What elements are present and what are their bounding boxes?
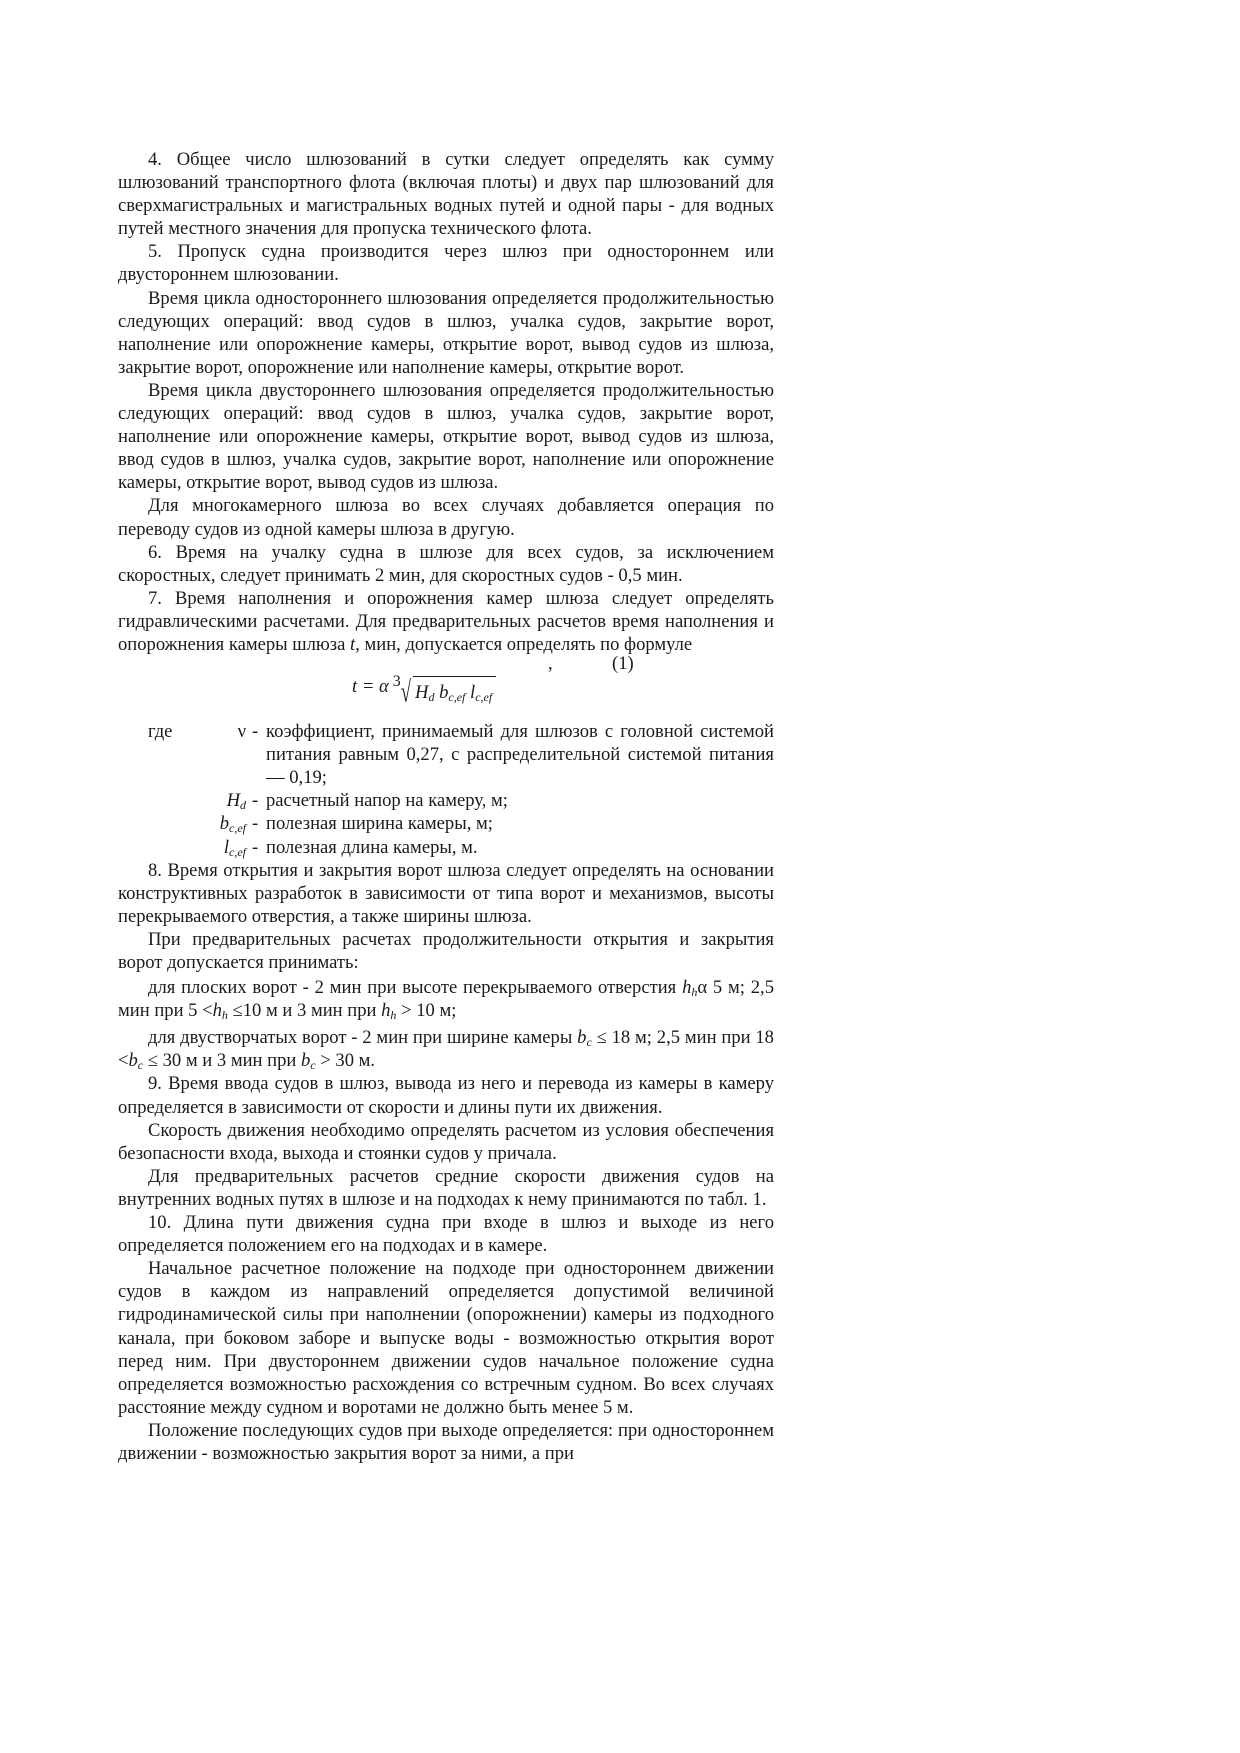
paragraph-7 bbox=[118, 587, 774, 656]
paragraph-gate-preliminary: При предварительных расчетах продолжительности открытия и закрытия ворот допускается принимать: bbox=[118, 928, 774, 973]
formula-1 bbox=[118, 653, 774, 720]
paragraph-flat-gates bbox=[118, 976, 774, 1022]
paragraph-multichamber: Для многокамерного шлюза во всех случаях добавляется операция по переводу судов из одной камеры шлюза в другую. bbox=[118, 495, 774, 540]
paragraph-8: 8. Время открытия и закрытия ворот шлюза следует определять на основании конструктивных разработок в зависимости от типа ворот и механизмов, высоты перекрываемого отверстия, а также ширины шлюза. bbox=[118, 859, 774, 927]
swing-gates-b-sub: c bbox=[137, 1058, 144, 1073]
paragraph-following-vessels: Положение последующих судов при выходе определяется: при одностороннем движении - возможностью закрытия ворот за ними, а при bbox=[118, 1419, 774, 1464]
paragraph-7-text-b: , мин, допускается определять по формуле bbox=[355, 633, 693, 655]
paragraph-10: 10. Длина пути движения судна при входе в шлюз и выходе из него определяется положением его на подходах и в камере. bbox=[118, 1212, 774, 1257]
flat-gates-h-sub: h bbox=[691, 985, 698, 1000]
paragraph-7-var-t: t bbox=[350, 633, 356, 655]
legend-where-label: где bbox=[148, 721, 173, 743]
legend-description: коэффициент, принимаемый для шлюзов с головной системой питания равным 0,27, с распределительной системой питания — 0,19; bbox=[266, 721, 774, 789]
legend-symbol bbox=[106, 812, 246, 835]
legend-symbol-letter: b bbox=[219, 813, 229, 835]
document-page bbox=[118, 148, 774, 1465]
legend-dash: - bbox=[252, 721, 259, 743]
flat-gates-text-3: ≤10 м и 3 мин при bbox=[227, 1000, 382, 1022]
paragraph-6: 6. Время на учалку судна в шлюзе для всех судов, за исключением скоростных, следует принимать 2 мин, для скоростных судов - 0,5 мин. bbox=[118, 541, 774, 586]
legend-row-H bbox=[118, 789, 774, 812]
paragraph-7-text-a: 7. Время наполнения и опорожнения камер шлюза следует определять гидравлическими расчетами. Для предварительных расчетов время наполнения и опорожнения камеры шлюза bbox=[118, 587, 774, 655]
legend-dash: - bbox=[252, 836, 259, 858]
paragraph-two-way-cycle: Время цикла двустороннего шлюзования определяется продолжительностью следующих операций: ввод судов в шлюз, учалка судов, закрытие ворот, наполнение или опорожнение камеры, открытие ворот, вывод судов из шлюза, ввод судов в шлюз, учалка судов, закрытие ворот, наполнение или опорожнение камеры, открытие ворот, вывод судов из шлюза. bbox=[118, 379, 774, 494]
paragraph-one-way-cycle: Время цикла одностороннего шлюзования определяется продолжительностью следующих операций: ввод судов в шлюз, учалка судов, закрытие ворот, наполнение или опорожнение камеры, открытие ворот, вывод судов из шлюза, закрытие ворот, опорожнение или наполнение камеры, открытие ворот. bbox=[118, 287, 774, 378]
swing-gates-b: b bbox=[128, 1050, 138, 1072]
legend-symbol bbox=[106, 789, 246, 812]
legend-row-l bbox=[118, 836, 774, 859]
swing-gates-b: b bbox=[301, 1050, 311, 1072]
paragraph-initial-position: Начальное расчетное положение на подходе при одностороннем движении судов в каждом из направлений определяется допустимой величиной гидродинамической силы при наполнении (опорожнении) камеры из подходного канала, при боковом заборе и выпуске воды - возможностью открытия ворот перед ним. При двустороннем движении судов начальное положение судна определяется возможностью расхождения со встречным судном. Во всех случаях расстояние между судном и воротами не должно быть менее 5 м. bbox=[118, 1258, 774, 1418]
formula-root-index: 3 bbox=[392, 673, 401, 691]
flat-gates-h-sub: h bbox=[221, 1008, 228, 1023]
legend-symbol-sub: c,ef bbox=[229, 844, 246, 859]
legend-symbol-sub: c,ef bbox=[229, 821, 246, 836]
formula-number: (1) bbox=[612, 653, 634, 675]
legend-description: полезная ширина камеры, м; bbox=[266, 813, 493, 835]
flat-gates-text-2: α 5 м; 2,5 мин при 5 < bbox=[118, 977, 774, 1022]
flat-gates-h: h bbox=[381, 1000, 391, 1022]
flat-gates-h: h bbox=[682, 977, 692, 999]
formula-legend bbox=[118, 720, 774, 859]
legend-symbol-sub: d bbox=[240, 798, 246, 813]
legend-symbol-letter: H bbox=[226, 790, 240, 812]
legend-description: расчетный напор на камеру, м; bbox=[266, 790, 508, 812]
legend-dash: - bbox=[252, 790, 259, 812]
swing-gates-text-4: > 30 м. bbox=[315, 1050, 376, 1072]
formula-lhs: t = α bbox=[352, 676, 389, 698]
swing-gates-text-1: для двустворчатых ворот - 2 мин при ширине камеры bbox=[148, 1027, 578, 1049]
formula-H: H bbox=[415, 682, 429, 704]
swing-gates-b-sub: c bbox=[310, 1058, 316, 1073]
legend-symbol-letter: l bbox=[223, 836, 229, 858]
legend-description: полезная длина камеры, м. bbox=[266, 836, 478, 858]
paragraph-9: 9. Время ввода судов в шлюз, вывода из него и перевода из камеры в камеру определяется в зависимости от скорости и длины пути их движения. bbox=[118, 1073, 774, 1118]
formula-cube-root bbox=[389, 670, 496, 710]
legend-symbol bbox=[106, 836, 246, 859]
formula-l: l bbox=[470, 682, 476, 704]
formula-radicand bbox=[413, 676, 496, 704]
paragraph-swing-gates bbox=[118, 1026, 774, 1072]
formula-b: b bbox=[439, 682, 449, 704]
paragraph-4: 4. Общее число шлюзований в сутки следует определять как сумму шлюзований транспортного флота (включая плоты) и двух пар шлюзований для сверхмагистральных и магистральных водных путей и одной пары - для водных путей местного значения для пропуска технического флота. bbox=[118, 149, 774, 240]
legend-row-b bbox=[118, 812, 774, 835]
paragraph-speed-table: Для предварительных расчетов средние скорости движения судов на внутренних водных путях в шлюзе и на подходах к нему принимаются по табл. 1. bbox=[118, 1165, 774, 1210]
paragraph-speed: Скорость движения необходимо определять расчетом из условия обеспечения безопасности входа, выхода и стоянки судов у причала. bbox=[118, 1119, 774, 1164]
flat-gates-h: h bbox=[212, 1000, 222, 1022]
legend-dash: - bbox=[252, 813, 259, 835]
swing-gates-b: b bbox=[577, 1027, 587, 1049]
formula-l-sub: c,ef bbox=[475, 690, 493, 705]
formula-expression bbox=[352, 670, 496, 710]
flat-gates-h-sub: h bbox=[390, 1008, 397, 1023]
flat-gates-text-1: для плоских ворот - 2 мин при высоте перекрываемого отверстия bbox=[148, 977, 683, 999]
swing-gates-text-3: ≤ 30 м и 3 мин при bbox=[143, 1050, 301, 1072]
flat-gates-text-4: > 10 м; bbox=[396, 1000, 457, 1022]
paragraph-5: 5. Пропуск судна производится через шлюз при одностороннем или двустороннем шлюзовании. bbox=[118, 241, 774, 286]
formula-H-sub: d bbox=[428, 690, 435, 705]
swing-gates-b-sub: c bbox=[586, 1035, 592, 1050]
legend-symbol: ν bbox=[237, 721, 246, 743]
legend-row-nu bbox=[118, 720, 774, 789]
radical-sign-icon: √ bbox=[400, 675, 411, 710]
formula-comma: , bbox=[548, 653, 553, 675]
swing-gates-text-2: ≤ 18 м; 2,5 мин при 18 < bbox=[118, 1027, 774, 1072]
formula-b-sub: c,ef bbox=[448, 690, 466, 705]
